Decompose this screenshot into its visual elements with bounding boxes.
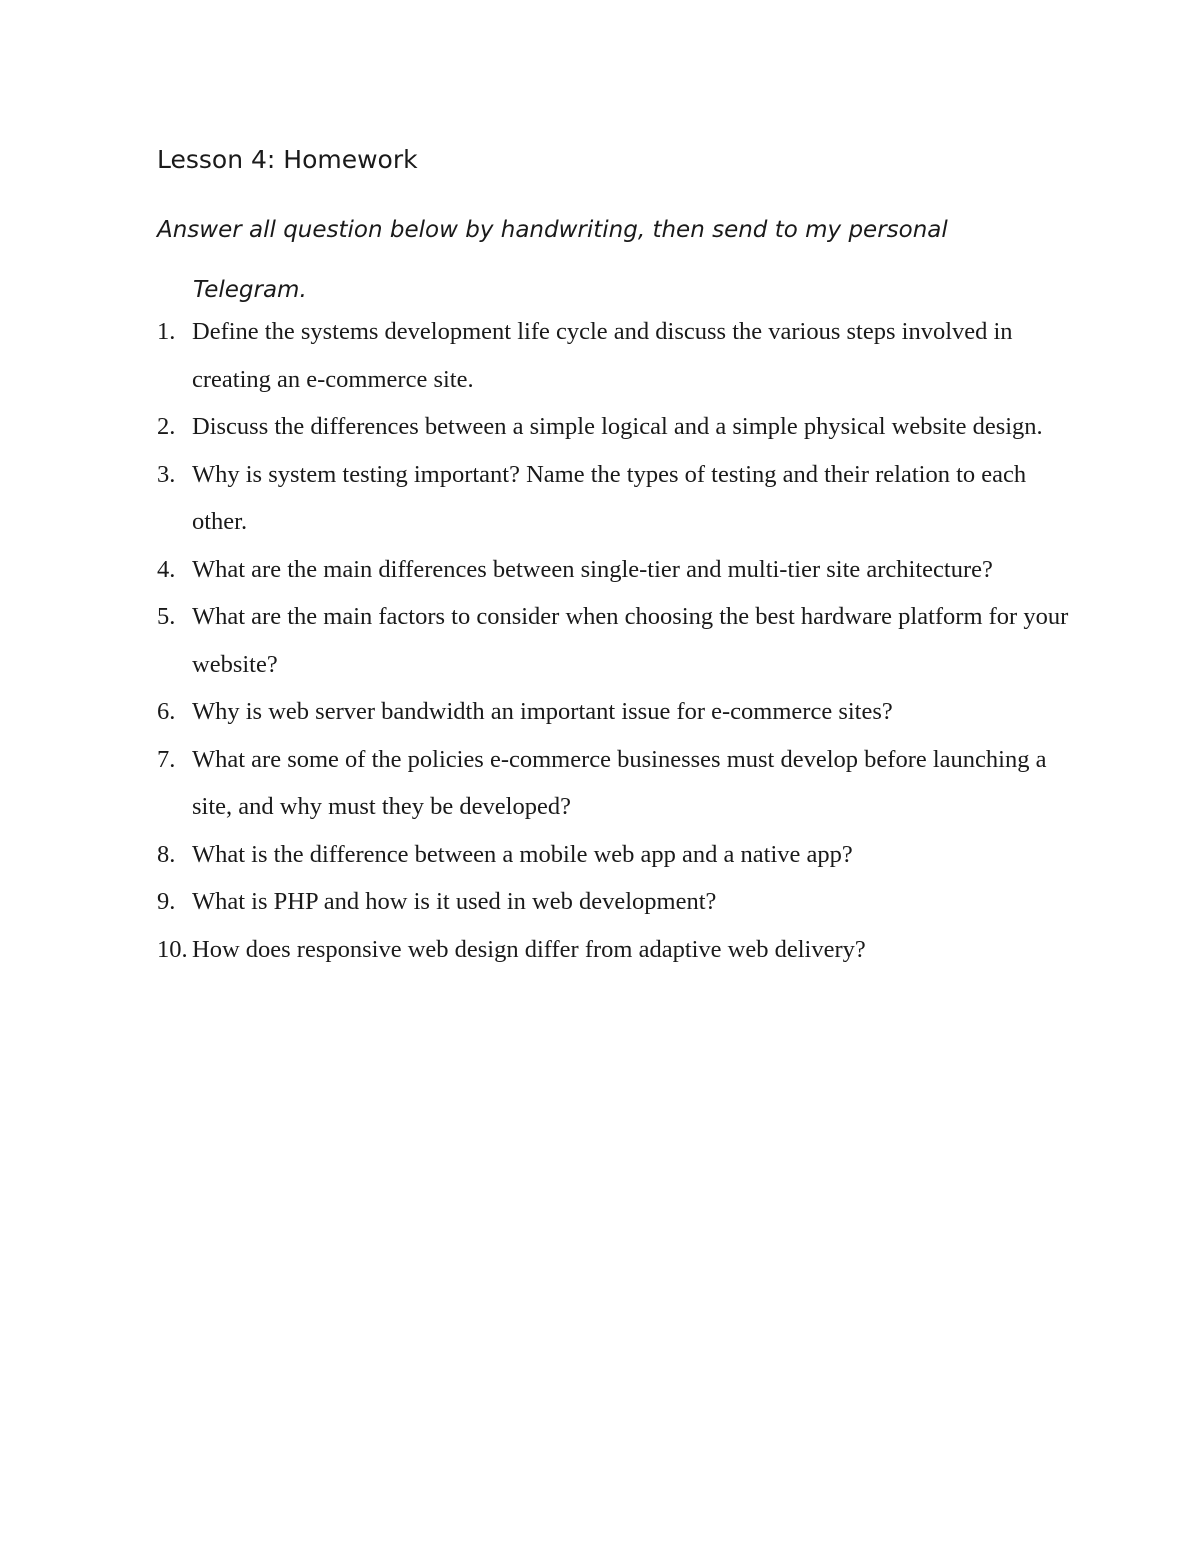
question-item — [157, 593, 1077, 688]
instruction-line-2: Telegram. — [193, 277, 307, 303]
question-number: 6. — [157, 698, 176, 725]
question-item — [157, 451, 1077, 546]
question-number: 5. — [157, 603, 176, 630]
question-number: 8. — [157, 840, 176, 868]
question-number: 4. — [157, 555, 176, 583]
instruction-text — [157, 200, 1057, 320]
question-number: 10. — [157, 935, 188, 963]
question-number: 9. — [157, 888, 176, 915]
question-number: 3. — [157, 460, 176, 488]
question-text: Define the systems development life cycle and discuss the various steps involved in creating an e-commerce site. — [192, 318, 1013, 393]
question-text: What are the main differences between single-tier and multi-tier site architecture? — [192, 555, 993, 583]
question-text: Why is web server bandwidth an important issue for e-commerce sites? — [192, 698, 893, 725]
question-item — [157, 736, 1077, 831]
question-text: What is PHP and how is it used in web development? — [192, 888, 717, 915]
question-number: 1. — [157, 318, 176, 345]
question-number: 2. — [157, 413, 176, 440]
question-text: How does responsive web design differ from adaptive web delivery? — [192, 935, 866, 963]
instruction-line-1: Answer all question below by handwriting, then send to my personal — [157, 217, 948, 243]
question-text: What is the difference between a mobile web app and a native app? — [192, 840, 853, 868]
question-text: What are the main factors to consider when choosing the best hardware platform for your website? — [192, 603, 1069, 678]
question-list — [157, 308, 1077, 973]
question-item — [157, 688, 1077, 736]
question-text: What are some of the policies e-commerce businesses must develop before launching a site, and why must they be developed? — [192, 745, 1047, 820]
question-item — [157, 308, 1077, 403]
question-item — [157, 926, 1077, 974]
question-number: 7. — [157, 745, 176, 773]
question-item — [157, 546, 1077, 594]
page-title: Lesson 4: Homework — [157, 145, 418, 174]
question-text: Why is system testing important? Name the types of testing and their relation to each other. — [192, 460, 1027, 535]
question-text: Discuss the differences between a simple logical and a simple physical website design. — [192, 413, 1043, 440]
question-item — [157, 831, 1077, 879]
question-item — [157, 878, 1077, 926]
question-item — [157, 403, 1077, 451]
